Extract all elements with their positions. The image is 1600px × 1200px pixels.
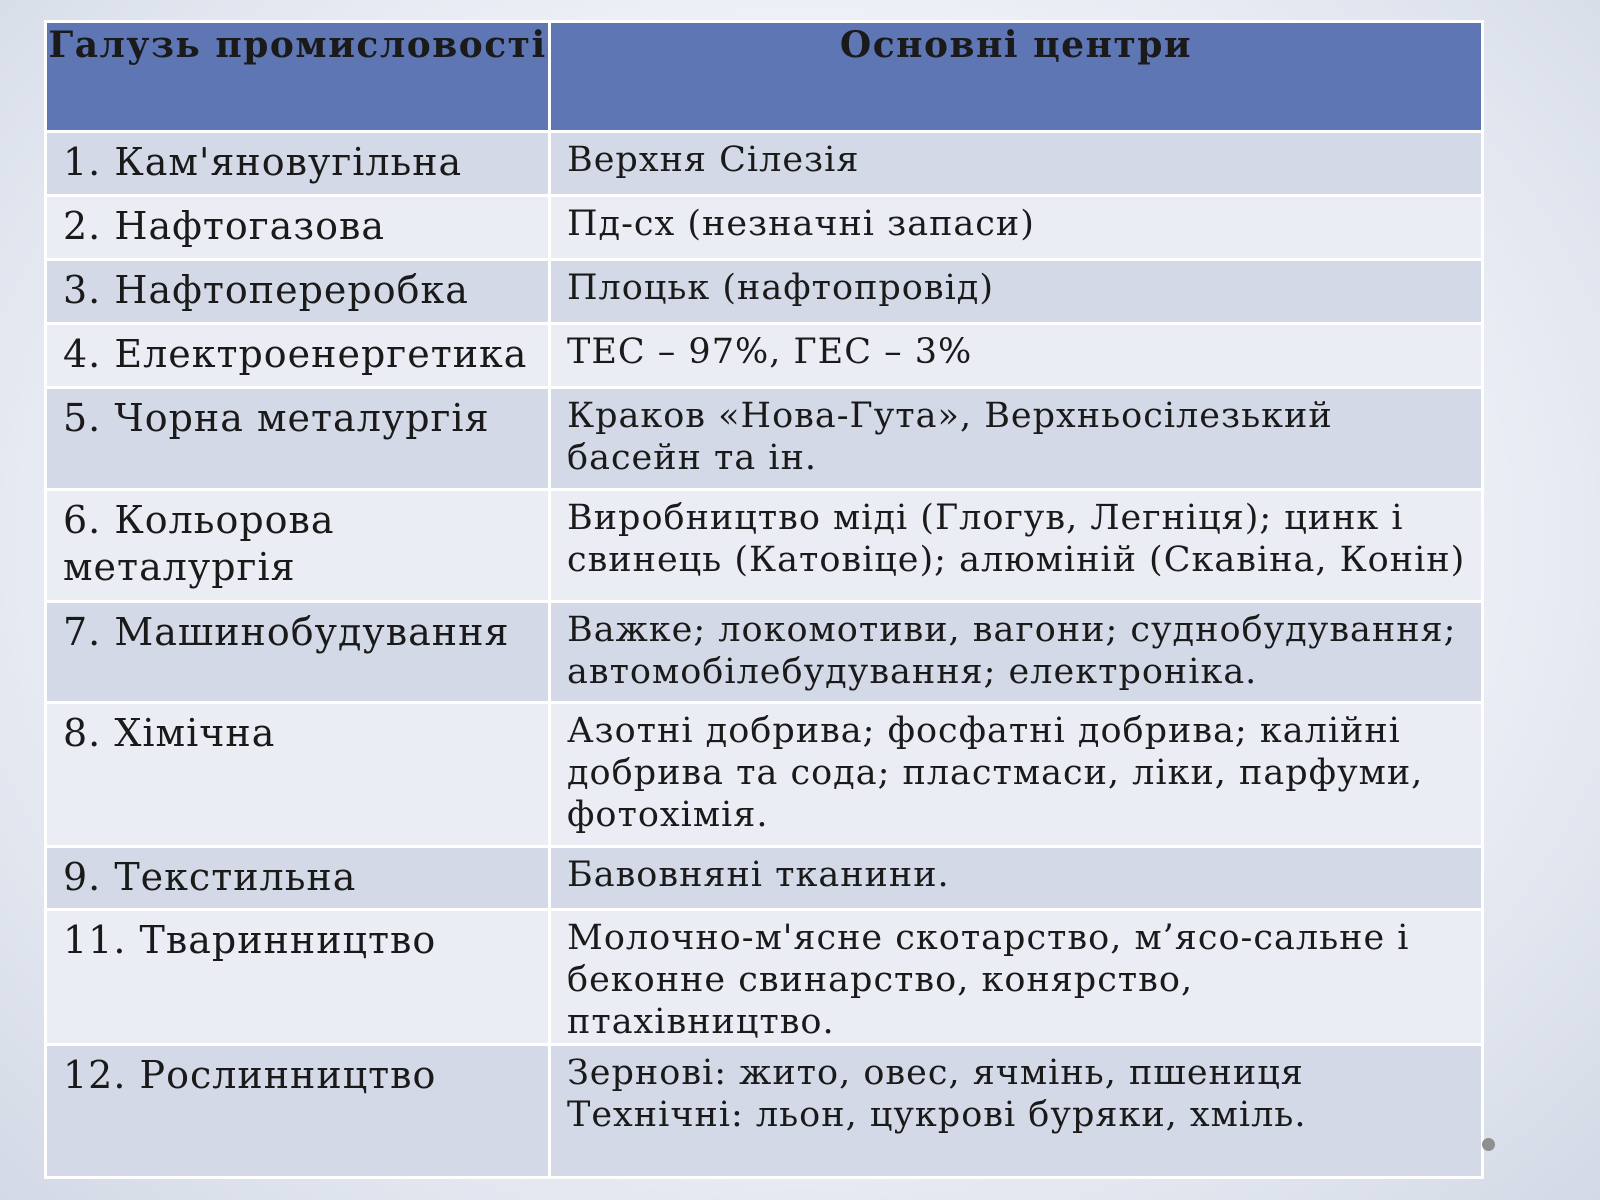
centers-cell: Пд-сх (незначні запаси) xyxy=(550,196,1483,260)
centers-cell: Виробництво міді (Глогув, Легніця); цинк і свинець (Катовіце); алюміній (Скавіна, Конін) xyxy=(550,490,1483,602)
table-row xyxy=(46,196,1483,260)
industry-cell: 4. Електроенергетика xyxy=(46,324,550,388)
table-row xyxy=(46,132,1483,196)
industry-cell: 6. Кольорова металургія xyxy=(46,490,550,602)
industry-cell: 12. Рослинництво xyxy=(46,1045,550,1178)
centers-cell: Плоцьк (нафтопровід) xyxy=(550,260,1483,324)
industry-cell: 11. Тваринництво xyxy=(46,910,550,1045)
table-header-row xyxy=(46,22,1483,132)
industry-cell: 7. Машинобудування xyxy=(46,602,550,703)
table-row xyxy=(46,324,1483,388)
table-row xyxy=(46,847,1483,910)
industry-cell: 8. Хімічна xyxy=(46,703,550,847)
industry-cell: 1. Кам'яновугільна xyxy=(46,132,550,196)
centers-cell: Краков «Нова-Гута», Верхньосілезький басейн та ін. xyxy=(550,388,1483,490)
centers-cell: Бавовняні тканини. xyxy=(550,847,1483,910)
table-row xyxy=(46,703,1483,847)
table-row xyxy=(46,388,1483,490)
industry-cell: 2. Нафтогазова xyxy=(46,196,550,260)
table-row xyxy=(46,1045,1483,1178)
centers-cell: Зернові: жито, овес, ячмінь, пшениця Технічні: льон, цукрові буряки, хміль. xyxy=(550,1045,1483,1178)
table-row xyxy=(46,602,1483,703)
industry-table xyxy=(44,20,1484,1179)
header-industry: Галузь промисловості xyxy=(46,22,550,132)
table-row xyxy=(46,490,1483,602)
table-row xyxy=(46,910,1483,1045)
industry-cell: 5. Чорна металургія xyxy=(46,388,550,490)
centers-cell: Верхня Сілезія xyxy=(550,132,1483,196)
industry-cell: 9. Текстильна xyxy=(46,847,550,910)
centers-cell: Молочно-м'ясне скотарство, м’ясо-сальне і беконне свинарство, конярство, птахівництво. xyxy=(550,910,1483,1045)
industry-cell: 3. Нафтопереробка xyxy=(46,260,550,324)
bullet-dot-icon xyxy=(1482,1138,1495,1151)
header-main-centers: Основні центри xyxy=(550,22,1483,132)
centers-cell: Важке; локомотиви, вагони; суднобудування; автомобілебудування; електроніка. xyxy=(550,602,1483,703)
table-row xyxy=(46,260,1483,324)
centers-cell: Азотні добрива; фосфатні добрива; калійні добрива та сода; пластмаси, ліки, парфуми, фотохімія. xyxy=(550,703,1483,847)
centers-cell: ТЕС – 97%, ГЕС – 3% xyxy=(550,324,1483,388)
